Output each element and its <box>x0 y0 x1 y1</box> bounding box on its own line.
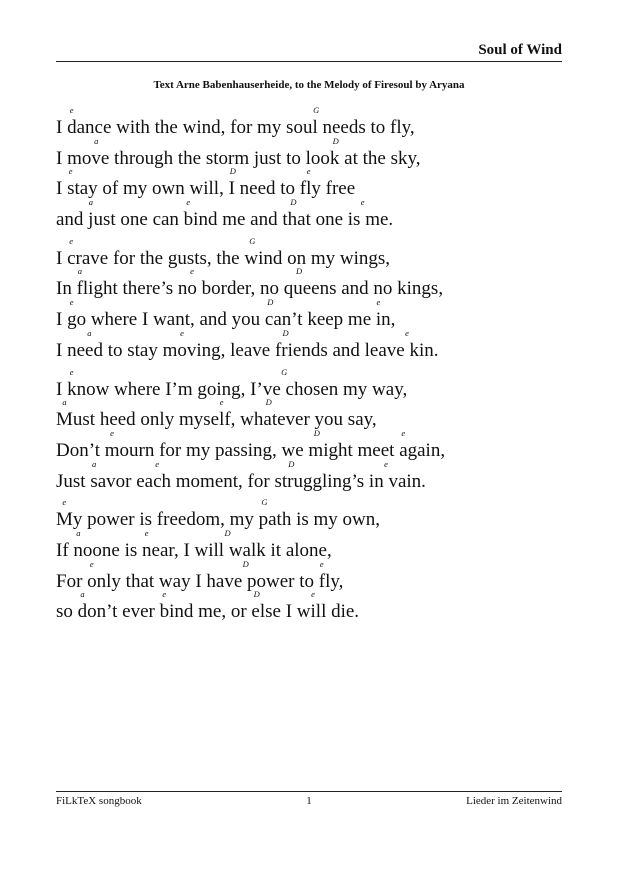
chord-label: e <box>89 558 94 569</box>
chord-label: D <box>332 135 339 146</box>
stanza <box>56 106 562 229</box>
lyric-line <box>56 429 562 460</box>
chord-label: D <box>288 458 295 469</box>
lyric-line <box>56 368 562 399</box>
chord-label: a <box>80 589 85 600</box>
chord-label: a <box>94 135 99 146</box>
lyric-line <box>56 590 562 621</box>
lyric-line <box>56 398 562 429</box>
chord-label: e <box>360 197 365 208</box>
lyric-line <box>56 460 562 491</box>
chord-label: D <box>265 397 272 408</box>
chord-label: G <box>313 105 320 115</box>
chord-label: e <box>319 558 324 569</box>
chord-label: e <box>186 197 191 208</box>
chord-label: a <box>76 527 81 538</box>
lyric-line <box>56 498 562 529</box>
chord-label: e <box>376 297 381 308</box>
lyric-line <box>56 237 562 268</box>
lyric-line <box>56 329 562 360</box>
header-divider <box>56 61 562 62</box>
lyric-text: If noone is near, I will walk it alone, <box>56 539 332 561</box>
chord-label: G <box>249 235 256 246</box>
chord-label: D <box>282 327 289 338</box>
lyric-text: My power is freedom, my path is my own, <box>56 509 381 531</box>
lyric-line <box>56 560 562 591</box>
chord-label: e <box>69 366 74 377</box>
page-footer <box>56 795 562 807</box>
chord-label: a <box>62 397 67 408</box>
lyric-text: so don’t ever bind me, or else I will die. <box>56 601 360 623</box>
lyric-text: I need to stay moving, leave friends and leave kin. <box>56 339 439 361</box>
chord-label: D <box>242 558 249 569</box>
lyric-line <box>56 529 562 560</box>
lyric-line <box>56 298 562 329</box>
lyric-text: I dance with the wind, for my soul needs to fly, <box>56 117 415 138</box>
chord-label: a <box>87 327 92 338</box>
chord-label: e <box>219 397 224 408</box>
chord-label: G <box>261 497 268 508</box>
chord-label: e <box>69 235 74 246</box>
footer-collection: Lieder im Zeitenwind <box>466 795 563 807</box>
chord-label: D <box>313 427 320 438</box>
chord-label: e <box>306 166 311 177</box>
lyric-text: For only that way I have power to fly, <box>56 570 344 592</box>
lyric-text: I stay of my own will, I need to fly free <box>56 178 356 200</box>
lyric-line <box>56 167 562 198</box>
chord-label: e <box>180 327 184 338</box>
chord-label: D <box>253 589 260 600</box>
chord-label: D <box>296 266 303 277</box>
lyric-text: Don’t mourn for my passing, we might meet again, <box>56 439 446 461</box>
page-number: 1 <box>306 795 312 807</box>
song-title: Soul of Wind <box>478 42 562 58</box>
lyric-line <box>56 267 562 298</box>
lyric-text: Just savor each moment, for struggling’s in vain. <box>56 470 426 492</box>
chord-label: D <box>290 197 297 208</box>
chord-label: e <box>144 527 149 538</box>
song-credits: Text Arne Babenhauserheide, to the Melody of Firesoul by Aryana <box>153 79 465 91</box>
lyric-text: I know where I’m going, I’ve chosen my way, <box>56 378 408 400</box>
footer-divider <box>56 791 562 792</box>
chord-label: e <box>155 458 160 469</box>
chord-label: D <box>229 166 236 177</box>
chord-label: e <box>69 297 74 308</box>
stanza <box>56 498 562 621</box>
song-lyrics <box>56 106 562 629</box>
lyric-text: and just one can bind me and that one is me. <box>56 209 394 231</box>
chord-label: G <box>281 366 288 377</box>
footer-book-title: FiLkTeX songbook <box>56 795 142 807</box>
chord-label: e <box>62 497 67 508</box>
chord-label: D <box>267 297 274 308</box>
chord-label: a <box>77 266 82 277</box>
stanza <box>56 368 562 491</box>
chord-label: e <box>311 589 315 600</box>
chord-label: e <box>405 327 409 338</box>
lyric-line <box>56 198 562 229</box>
stanza <box>56 237 562 360</box>
lyric-text: I crave for the gusts, the wind on my wings, <box>56 247 391 269</box>
chord-label: e <box>190 266 194 277</box>
lyric-text: I go where I want, and you can’t keep me in, <box>56 309 396 331</box>
lyric-line <box>56 137 562 168</box>
lyric-line <box>56 106 562 137</box>
lyric-text: In flight there’s no border, no queens and no kings, <box>56 278 444 300</box>
lyric-text: Must heed only myself, whatever you say, <box>56 409 377 431</box>
lyric-text: I move through the storm just to look at the sky, <box>56 147 421 169</box>
chord-label: e <box>110 427 114 438</box>
chord-label: e <box>69 105 74 115</box>
chord-label: e <box>68 166 73 177</box>
chord-label: e <box>384 458 388 469</box>
chord-label: a <box>88 197 94 208</box>
chord-label: D <box>224 527 231 538</box>
chord-label: e <box>162 589 167 600</box>
chord-label: a <box>92 458 97 469</box>
chord-label: e <box>401 427 406 438</box>
